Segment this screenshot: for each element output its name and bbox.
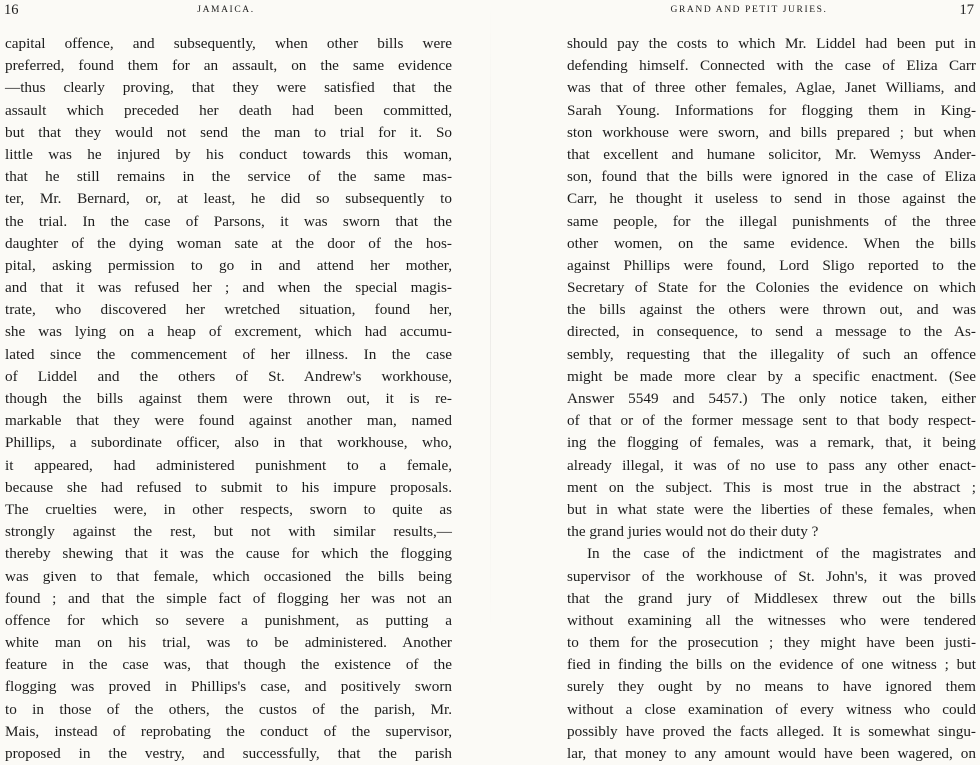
text-line: it appeared, had administered punishment to a female, xyxy=(5,456,452,474)
text-line: to in those of the others, the custos of the parish, Mr. xyxy=(5,700,452,718)
text-line: Secretary of State for the Colonies the evidence on which xyxy=(567,279,976,297)
page-number: 17 xyxy=(959,2,974,18)
text-line: defending himself. Connected with the case of Eliza Carr xyxy=(567,57,976,75)
text-line: should pay the costs to which Mr. Liddel had been put in xyxy=(567,35,976,52)
text-line: though the bills against them were thrown out, it is re- xyxy=(5,390,452,407)
text-line: that the grand jury of Middlesex threw out the bills xyxy=(567,589,976,607)
text-line: markable that they were found against another man, named xyxy=(5,412,452,430)
text-line: same people, for the illegal punishments of the three xyxy=(567,212,976,230)
text-line: without examining all the witnesses who were tendered xyxy=(567,611,976,629)
text-line: Carr, he thought it useless to send in those against the xyxy=(567,190,976,208)
text-line: feature in the case was, that though the existence of the xyxy=(5,656,452,674)
text-line: —thus clearly proving, that they were satisfied that the xyxy=(5,79,452,97)
text-line: that he still remains in the service of the same mas- xyxy=(5,168,452,186)
text-line: thereby shewing that it was the cause for which the flogging xyxy=(5,545,452,563)
text-line: was given to that female, which occasioned the bills being xyxy=(5,567,452,585)
text-line: without a close examination of every witness who could xyxy=(567,700,976,718)
text-line: pital, asking permission to go in and attend her mother, xyxy=(5,256,452,274)
text-line: but that they would not send the man to trial for it. So xyxy=(5,123,452,141)
text-line: of Liddel and the others of St. Andrew's workhouse, xyxy=(5,367,452,385)
text-line: The cruelties were, in other respects, sworn to quite as xyxy=(5,500,452,518)
text-line: sembly, requesting that the illegality of such an offence xyxy=(567,345,976,363)
text-line: that excellent and humane solicitor, Mr. Wemyss Ander- xyxy=(567,145,976,163)
text-line: was that of three other females, Aglae, Janet Williams, and xyxy=(567,79,976,97)
text-line: Answer 5549 and 5457.) The only notice taken, either xyxy=(567,390,976,407)
text-line: Mais, instead of reprobating the conduct of the supervisor, xyxy=(5,722,452,740)
text-line: possibly have proved the facts alleged. It is somewhat singu- xyxy=(567,722,976,740)
text-line: might be made more clear by a specific enactment. (See xyxy=(567,367,976,385)
text-line: son, found that the bills were ignored in the case of Eliza xyxy=(567,168,976,186)
body-text xyxy=(548,22,976,765)
running-head-title: GRAND AND PETIT JURIES. xyxy=(670,5,828,15)
text-line: daughter of the dying woman sate at the door of the hos- xyxy=(5,234,452,252)
text-line: proposed in the vestry, and successfully, that the parish xyxy=(5,745,452,762)
text-line: surely they ought by no means to have ignored them xyxy=(567,678,976,696)
text-line: ston workhouse were sworn, and bills prepared ; but when xyxy=(567,123,976,141)
page-number: 16 xyxy=(4,2,19,18)
right-page xyxy=(548,0,976,762)
text-line: lar, that money to any amount would have been wagered, on xyxy=(567,745,976,762)
text-line: preferred, found them for an assault, on the same evidence xyxy=(5,57,452,75)
text-line: ment on the subject. This is most true in the abstract ; xyxy=(567,478,976,496)
text-line: of that or of the former message sent to that body respect- xyxy=(567,412,976,430)
text-line: Sarah Young. Informations for flogging them in King- xyxy=(567,101,976,119)
text-line: flogging was proved in Phillips's case, and positively sworn xyxy=(5,678,452,696)
text-line: to them for the prosecution ; they might have been justi- xyxy=(567,634,976,652)
text-line: Phillips, a subordinate officer, also in that workhouse, who, xyxy=(5,434,452,452)
text-line: strongly against the rest, but not with similar results,— xyxy=(5,523,452,541)
body-text xyxy=(0,22,452,765)
text-line: but in what state were the liberties of these females, when xyxy=(567,500,976,518)
text-line: the grand juries would not do their duty ? xyxy=(567,523,819,541)
text-line: the trial. In the case of Parsons, it was sworn that the xyxy=(5,212,452,230)
running-head xyxy=(548,0,976,22)
text-line: ing the flogging of females, was a remark, that, it being xyxy=(567,434,976,452)
text-line: little was he injured by his conduct towards this woman, xyxy=(5,145,452,163)
text-line: the bills against the others were thrown out, and was xyxy=(567,301,976,319)
text-line: assault which preceded her death had been committed, xyxy=(5,101,452,119)
text-line: trate, who discovered her wretched situation, found her, xyxy=(5,301,452,319)
text-line: supervisor of the workhouse of St. John's, it was proved xyxy=(567,567,976,585)
text-line: against Phillips were found, Lord Sligo reported to the xyxy=(567,256,976,274)
running-head-title: JAMAICA. xyxy=(197,5,255,15)
text-line: because she had refused to submit to his impure proposals. xyxy=(5,478,452,496)
page-gutter xyxy=(490,0,491,636)
text-line: she was lying on a heap of excrement, which had accumu- xyxy=(5,323,452,341)
text-line: and that it was refused her ; and when the special magis- xyxy=(5,279,452,297)
text-line: white man on his trial, was to be administered. Another xyxy=(5,634,452,652)
text-line: other women, on the same evidence. When the bills xyxy=(567,234,976,252)
text-line: lated since the commencement of her illness. In the case xyxy=(5,345,452,363)
text-line: directed, in consequence, to send a message to the As- xyxy=(567,323,976,341)
running-head xyxy=(0,0,452,22)
left-page xyxy=(0,0,452,762)
text-line: already illegal, it was of no use to pass any other enact- xyxy=(567,456,976,474)
text-line: ter, Mr. Bernard, or, at least, he did so subsequently to xyxy=(5,190,452,208)
text-line: found ; and that the simple fact of flogging her was not an xyxy=(5,589,452,607)
text-line: In the case of the indictment of the magistrates and xyxy=(587,545,976,563)
text-line: offence for which so severe a punishment, as putting a xyxy=(5,611,452,629)
text-line: fied in finding the bills on the evidence of one witness ; but xyxy=(567,656,976,674)
text-line: capital offence, and subsequently, when other bills were xyxy=(5,35,452,52)
